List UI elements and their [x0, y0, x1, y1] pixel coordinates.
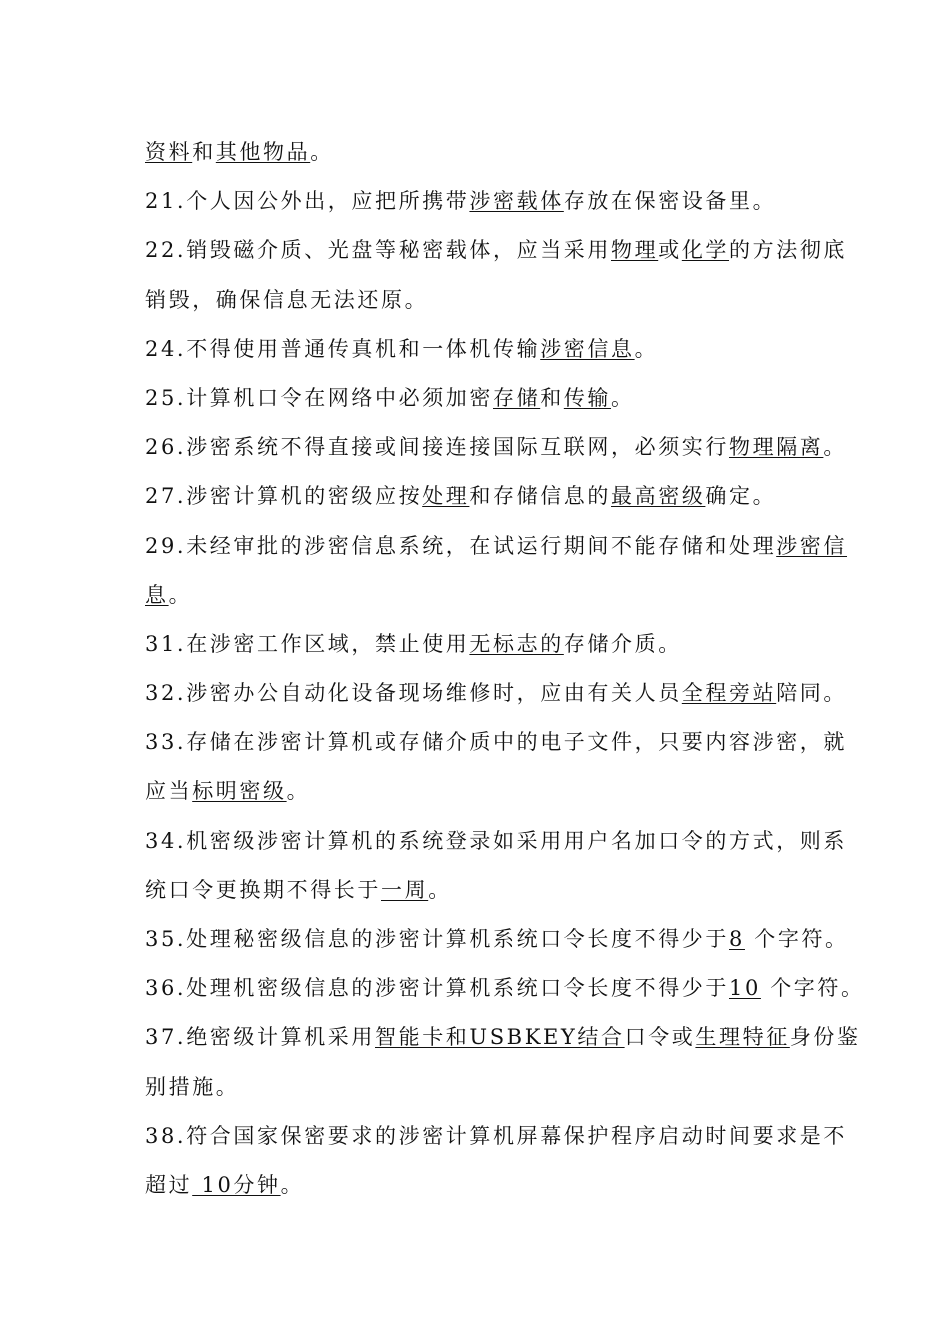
text-segment: 。	[428, 877, 452, 902]
text-segment: 22.销毁磁介质、光盘等秘密载体，应当采用	[145, 238, 611, 263]
text-segment: 。	[634, 336, 659, 361]
underlined-answer: 息	[145, 582, 169, 607]
underlined-answer: 全程旁站	[681, 681, 777, 706]
text-segment: 销毁，确保信息无法还原。	[145, 287, 429, 312]
text-line	[145, 620, 825, 669]
text-segment: 29.未经审批的涉密信息系统，在试运行期间不能存储和处理	[145, 533, 777, 558]
text-segment: 。	[286, 779, 311, 804]
text-segment: 统口令更换期不得长于	[145, 877, 381, 902]
text-segment: 应当	[145, 779, 193, 804]
text-segment: 32.涉密办公自动化设备现场维修时，应由有关人员	[145, 681, 682, 706]
text-segment: 36.处理机密级信息的涉密计算机系统口令长度不得少于	[145, 976, 729, 1001]
text-segment: 26.涉密系统不得直接或间接连接国际互联网，必须实行	[145, 435, 729, 460]
text-segment: 。	[823, 435, 848, 460]
text-segment: 37.绝密级计算机采用	[145, 1025, 375, 1050]
text-segment: 确定。	[705, 484, 777, 509]
underlined-answer: 涉密信	[776, 533, 848, 558]
text-line	[145, 1112, 847, 1161]
text-segment: 25.计算机口令在网络中必须加密	[145, 385, 493, 410]
underlined-answer: 8	[729, 927, 745, 951]
text-segment: 和	[540, 385, 564, 410]
text-segment: 。	[168, 582, 193, 607]
text-line	[145, 767, 825, 816]
underlined-answer: 10	[729, 976, 761, 1001]
underlined-answer: 涉密信息	[540, 336, 635, 361]
underlined-answer: 化学	[681, 238, 730, 263]
text-line	[145, 718, 847, 767]
underlined-answer: 物理	[611, 238, 659, 263]
text-line	[145, 276, 825, 325]
underlined-answer: 存储	[493, 385, 541, 410]
text-line	[145, 177, 825, 226]
text-segment: 和存储信息的	[469, 484, 612, 509]
text-segment: 。	[310, 140, 334, 164]
underlined-answer: 处理	[422, 484, 470, 509]
text-line	[145, 374, 825, 423]
document-body	[145, 128, 865, 1210]
text-line	[145, 423, 848, 472]
underlined-answer: 资料	[145, 140, 193, 164]
text-line	[145, 472, 825, 521]
underlined-answer: 其他物品	[215, 140, 311, 164]
underlined-answer: 标明密级	[192, 779, 287, 804]
text-segment: 34.机密级涉密计算机的系统登录如采用用户名加口令的方式，则系	[145, 828, 847, 853]
text-segment: 。	[611, 385, 635, 410]
text-segment: 个字符。	[744, 927, 849, 951]
text-segment: 。	[280, 1172, 305, 1197]
text-line	[145, 325, 825, 374]
text-line	[145, 128, 825, 177]
underlined-answer: 物理隔离	[729, 435, 824, 460]
text-segment: 个字符。	[760, 976, 865, 1001]
text-segment: 的方法彻底	[729, 238, 848, 263]
text-line	[145, 226, 848, 275]
text-segment: 存放在保密设备里。	[563, 189, 777, 214]
text-line	[145, 915, 849, 964]
underlined-answer: 传输	[563, 385, 612, 410]
text-segment: 口令或	[624, 1025, 696, 1050]
text-line	[145, 817, 847, 866]
text-line	[145, 866, 825, 915]
text-segment: 或	[658, 238, 682, 263]
text-segment: 38.符合国家保密要求的涉密计算机屏幕保护程序启动时间要求是不	[145, 1123, 847, 1148]
underlined-answer: 10分钟	[192, 1172, 281, 1197]
text-line	[145, 1063, 825, 1112]
underlined-answer: 智能卡和USBKEY结合	[375, 1025, 625, 1050]
underlined-answer: 生理特征	[695, 1025, 790, 1050]
text-line	[145, 1161, 825, 1210]
underlined-answer: 最高密级	[611, 484, 706, 509]
text-line	[145, 571, 825, 620]
text-segment: 27.涉密计算机的密级应按	[145, 484, 423, 509]
text-segment: 33.存储在涉密计算机或存储介质中的电子文件，只要内容涉密，就	[145, 730, 847, 755]
underlined-answer: 一周	[381, 877, 429, 902]
text-segment: 和	[192, 140, 216, 164]
text-segment: 陪同。	[776, 681, 848, 706]
underlined-answer: 无标志的	[469, 631, 564, 656]
text-segment: 24.不得使用普通传真机和一体机传输	[145, 336, 541, 361]
text-line	[145, 522, 848, 571]
underlined-answer: 涉密载体	[469, 189, 564, 214]
text-segment: 存储介质。	[563, 631, 682, 656]
text-line	[145, 964, 865, 1013]
text-segment: 身份鉴	[789, 1025, 861, 1050]
text-line	[145, 1013, 861, 1062]
text-line	[145, 669, 848, 718]
text-segment: 超过	[145, 1172, 193, 1197]
text-segment: 别措施。	[145, 1074, 240, 1099]
text-segment: 35.处理秘密级信息的涉密计算机系统口令长度不得少于	[145, 927, 729, 951]
text-segment: 31.在涉密工作区域，禁止使用	[145, 631, 470, 656]
text-segment: 21.个人因公外出，应把所携带	[145, 189, 470, 214]
